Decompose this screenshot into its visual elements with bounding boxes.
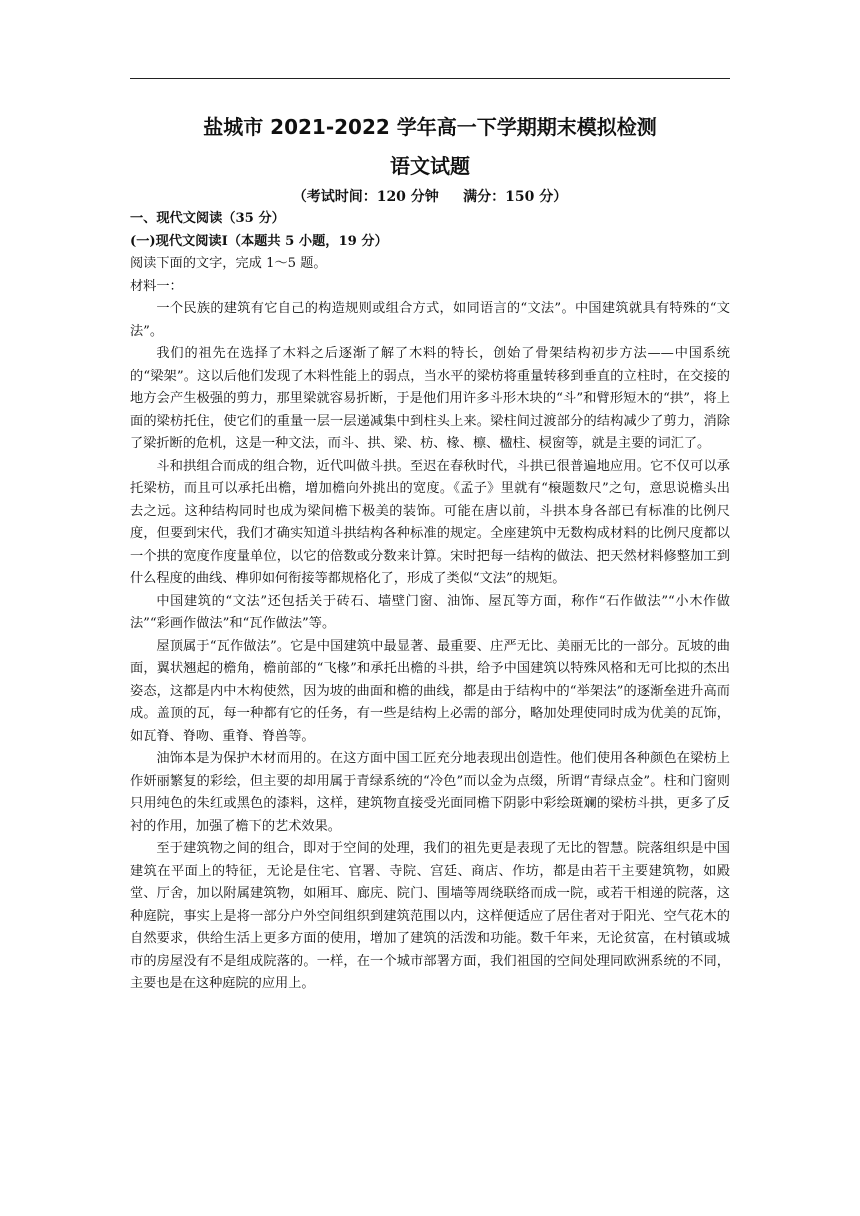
paragraph: 油饰本是为保护木材而用的。在这方面中国工匠充分地表现出创造性。他们使用各种颜色在梁枋上作妍丽繁复的彩绘，但主要的却用属于青绿系统的“冷色”而以金为点缀，所谓“青绿点金”。柱和门窗则只用纯色的朱红或黑色的漆料，这样，建筑物直接受光面同檐下阴影中彩绘斑斓的梁枋斗拱，更多了反衬的作用，加强了檐下的艺术效果。 (130, 751, 730, 834)
exam-info: （考试时间：120 分钟 满分：150 分） (292, 189, 568, 205)
document-title: 盐城市 2021-2022 学年高一下学期期末模拟检测 (203, 115, 657, 139)
section-heading: 一、现代文阅读（35 分） (130, 211, 285, 226)
paragraph: 中国建筑的“文法”还包括关于砖石、墙壁门窗、油饰、屋瓦等方面，称作“石作做法”“小木作做法”“彩画作做法”和“瓦作做法”等。 (130, 593, 730, 631)
paragraph: 屋顶属于“瓦作做法”。它是中国建筑中最显著、最重要、庄严无比、美丽无比的一部分。瓦坡的曲面，翼状翘起的檐角，檐前部的“飞椽”和承托出檐的斗拱，给予中国建筑以特殊风格和无可比拟的杰出姿态，这都是内中木构使然，因为坡的曲面和檐的曲线，都是由于结构中的“举架法”的逐渐垒进升高而成。盖顶的瓦，每一种都有它的任务，有一些是结构上必需的部分，略加处理使同时成为优美的瓦饰，如瓦脊、脊吻、重脊、脊兽等。 (130, 638, 730, 744)
document-body (130, 112, 730, 996)
paragraph: 斗和拱组合而成的组合物，近代叫做斗拱。至迟在春秋时代，斗拱已很普遍地应用。它不仅可以承托梁枋，而且可以承托出檐，增加檐向外挑出的宽度。《孟子》里就有“榱题数尺”之句，意思说檐头出去之远。这种结构同时也成为梁间檐下极美的装饰。可能在唐以前，斗拱本身各部已有标准的比例尺度，但要到宋代，我们才确实知道斗拱结构各种标准的规定。全座建筑中无数构成材料的比例尺度都以一个拱的宽度作度量单位，以它的倍数或分数来计算。宋时把每一结构的做法、把天然材料修整加工到什么程度的曲线、榫卯如何衔接等都规格化了，形成了类似“文法”的规矩。 (130, 458, 730, 586)
material-label: 材料一： (130, 278, 183, 294)
paragraph: 我们的祖先在选择了木料之后逐渐了解了木料的特长，创始了骨架结构初步方法——中国系统的“梁架”。这以后他们发现了木料性能上的弱点，当水平的梁枋将重量转移到垂直的立柱时，在交接的地方会产生极强的剪力，那里梁就容易折断，于是他们用许多斗形木块的“斗”和臂形短木的“拱”，将上面的梁枋托住，使它们的重量一层一层递减集中到柱头上来。梁柱间过渡部分的结构减少了剪力，消除了梁折断的危机，这是一种文法，而斗、拱、梁、枋、椽、檩、楹柱、棂窗等，就是主要的词汇了。 (130, 346, 730, 451)
document-subtitle: 语文试题 (390, 154, 470, 178)
material-text (130, 298, 730, 996)
reading-instruction: 阅读下面的文字，完成 1～5 题。 (130, 256, 327, 271)
section-subheading: (一)现代文阅读Ⅰ（本题共 5 小题，19 分） (130, 233, 388, 249)
paragraph: 至于建筑物之间的组合，即对于空间的处理，我们的祖先更是表现了无比的智慧。院落组织是中国建筑在平面上的特征，无论是住宅、官署、寺院、宫廷、商店、作坊，都是由若干主要建筑物，如殿堂、厅舍，加以附属建筑物，如厢耳、廊庑、院门、围墙等周绕联络而成一院，或若干相递的院落，这种庭院，事实上是将一部分户外空间组织到建筑范围以内，这样便适应了居住者对于阳光、空气花木的自然要求，供给生活上更多方面的使用，增加了建筑的活泼和功能。数千年来，无论贫富，在村镇或城市的房屋没有不是组成院落的。一样，在一个城市部署方面，我们祖国的空间处理同欧洲系统的不同，主要也是在这种庭院的应用上。 (130, 841, 730, 991)
paragraph: 一个民族的建筑有它自己的构造规则或组合方式，如同语言的“文法”。中国建筑就具有特殊的“文法”。 (130, 301, 730, 339)
header-rule (130, 78, 730, 79)
